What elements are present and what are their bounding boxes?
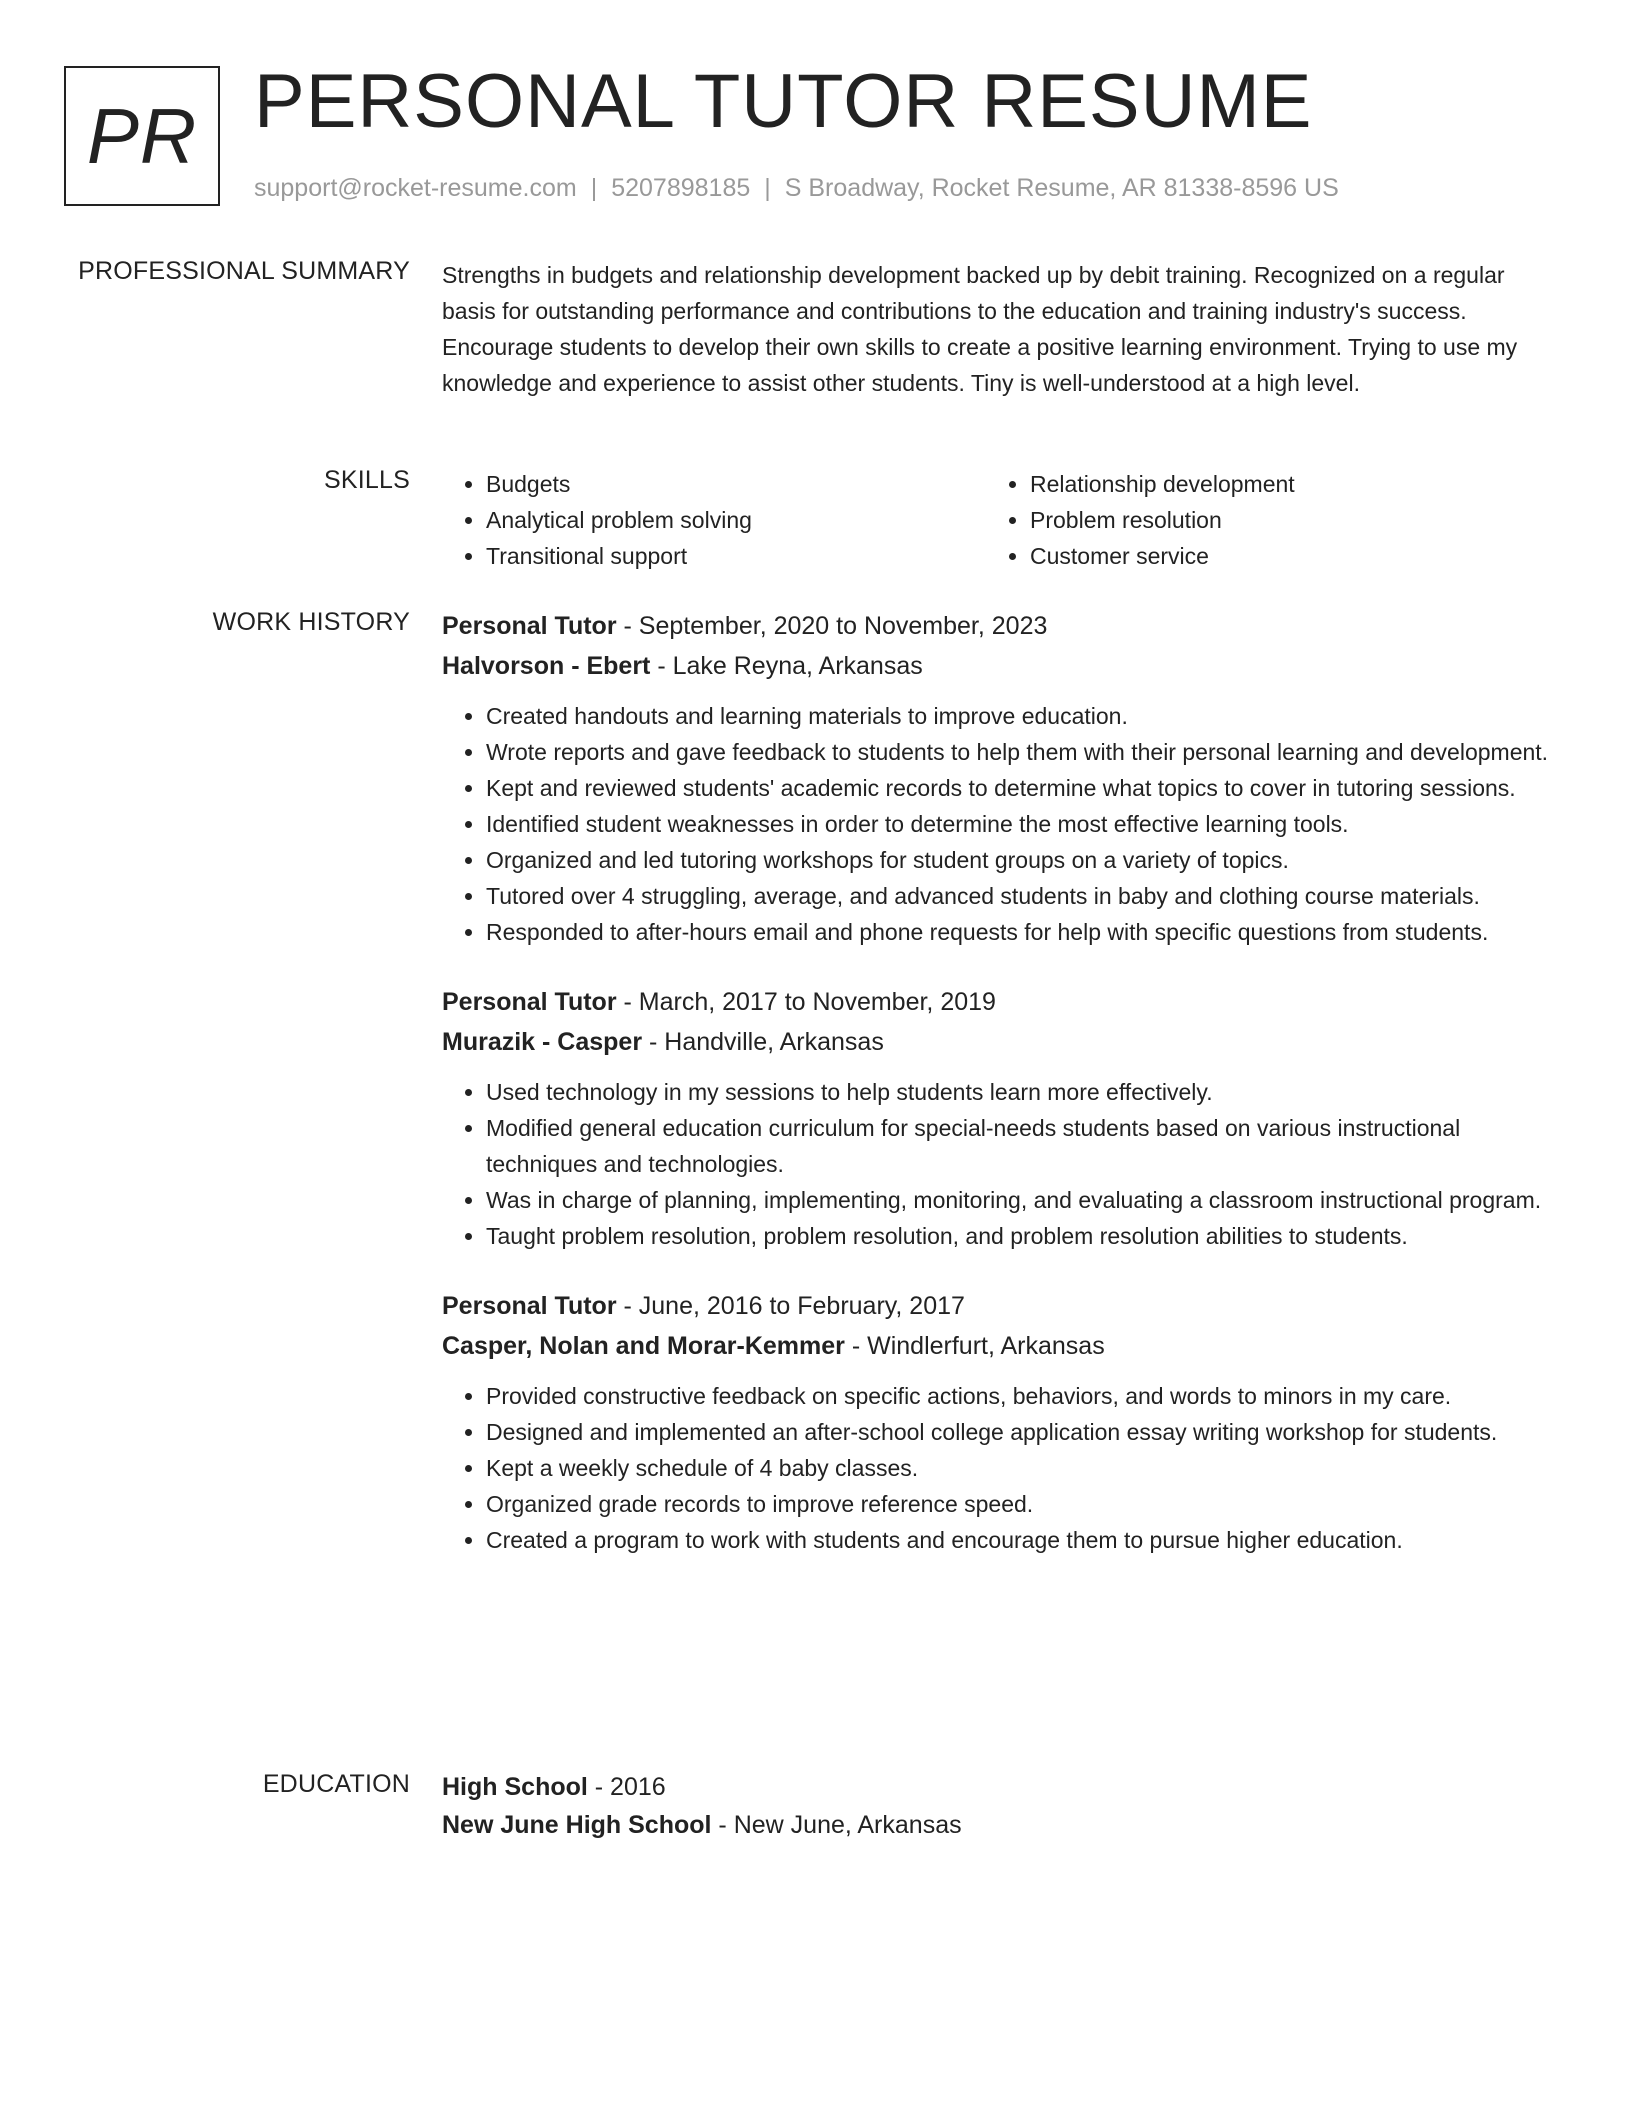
summary-label: PROFESSIONAL SUMMARY xyxy=(78,257,410,285)
job-bullets xyxy=(442,698,1552,950)
skill-item: • Customer service xyxy=(1030,538,1530,574)
skill-item: • Relationship development xyxy=(1030,466,1530,502)
job-title-line xyxy=(442,606,1552,646)
skills-label: SKILLS xyxy=(324,466,410,494)
summary-text: Strengths in budgets and relationship development backed up by debit training. Recognized on a regular basis for outstanding performance and contributions to the education and training industry's success. Encourage students to develop their own skills to create a positive learning environment. Trying to use my knowledge and experience to assist other students. Tiny is well-understood at a high level. xyxy=(442,262,1518,396)
job-bullet: • Was in charge of planning, implementing, monitoring, and evaluating a classroom instructional program. xyxy=(486,1182,1552,1218)
job-entry xyxy=(442,1286,1552,1558)
job-company-line xyxy=(442,1022,1552,1062)
job-location: - Lake Reyna, Arkansas xyxy=(650,652,923,680)
education-location: - New June, Arkansas xyxy=(711,1811,962,1839)
job-bullet: • Created handouts and learning materials to improve education. xyxy=(486,698,1552,734)
job-bullet: • Used technology in my sessions to help students learn more effectively. xyxy=(486,1074,1552,1110)
skill-item: • Problem resolution xyxy=(1030,502,1530,538)
contact-address: S Broadway, Rocket Resume, AR 81338-8596 US xyxy=(784,174,1339,202)
summary-body xyxy=(442,257,1552,401)
job-dates: - June, 2016 to February, 2017 xyxy=(616,1292,965,1320)
contact-separator: | xyxy=(590,174,598,202)
education-school: New June High School xyxy=(442,1811,712,1839)
monogram-text: PR xyxy=(86,91,198,180)
contact-separator: | xyxy=(764,174,771,202)
skill-item: • Analytical problem solving xyxy=(486,502,986,538)
job-company-line xyxy=(442,1326,1552,1366)
education-degree-line xyxy=(442,1768,1552,1806)
job-title: Personal Tutor xyxy=(442,988,617,1016)
skill-item: • Transitional support xyxy=(486,538,986,574)
job-bullet: • Provided constructive feedback on specific actions, behaviors, and words to minors in my care. xyxy=(486,1378,1552,1414)
job-bullets xyxy=(442,1074,1552,1254)
job-company: Casper, Nolan and Morar-Kemmer xyxy=(442,1332,845,1360)
job-bullet: • Taught problem resolution, problem resolution, and problem resolution abilities to students. xyxy=(486,1218,1552,1254)
skill-item: • Budgets xyxy=(486,466,986,502)
job-entry xyxy=(442,606,1552,950)
job-bullet: • Tutored over 4 struggling, average, and advanced students in baby and clothing course materials. xyxy=(486,878,1552,914)
education-year: - 2016 xyxy=(587,1773,666,1801)
contact-phone[interactable]: 5207898185 xyxy=(611,174,751,202)
job-bullet: • Kept a weekly schedule of 4 baby classes. xyxy=(486,1450,1552,1486)
education-school-line xyxy=(442,1806,1552,1844)
job-title: Personal Tutor xyxy=(442,1292,617,1320)
resume-title: PERSONAL TUTOR RESUME xyxy=(254,59,1313,144)
job-bullet: • Organized and led tutoring workshops for student groups on a variety of topics. xyxy=(486,842,1552,878)
skills-list-left xyxy=(442,466,986,574)
job-entry xyxy=(442,982,1552,1254)
skills-list-right xyxy=(986,466,1530,574)
job-bullet: • Modified general education curriculum for special-needs students based on various instructional techniques and technologies. xyxy=(486,1110,1552,1182)
monogram-logo xyxy=(64,66,220,206)
education-label: EDUCATION xyxy=(262,1770,410,1798)
job-bullet: • Kept and reviewed students' academic records to determine what topics to cover in tutoring sessions. xyxy=(486,770,1552,806)
job-bullet: • Created a program to work with students and encourage them to pursue higher education. xyxy=(486,1522,1552,1558)
job-bullet: • Responded to after-hours email and phone requests for help with specific questions from students. xyxy=(486,914,1552,950)
contact-email[interactable]: support@rocket-resume.com xyxy=(254,174,577,202)
job-bullet: • Identified student weaknesses in order to determine the most effective learning tools. xyxy=(486,806,1552,842)
education-degree: High School xyxy=(442,1773,588,1801)
job-title: Personal Tutor xyxy=(442,612,617,640)
skills-body xyxy=(442,466,1552,574)
education-body xyxy=(442,1768,1552,1844)
job-dates: - September, 2020 to November, 2023 xyxy=(616,612,1048,640)
work-history-body xyxy=(442,606,1552,1588)
work-history-label: WORK HISTORY xyxy=(212,608,410,636)
contact-line xyxy=(254,174,1339,203)
job-bullet: • Wrote reports and gave feedback to students to help them with their personal learning and development. xyxy=(486,734,1552,770)
job-bullets xyxy=(442,1378,1552,1558)
job-location: - Handville, Arkansas xyxy=(642,1028,884,1056)
job-bullet: • Organized grade records to improve reference speed. xyxy=(486,1486,1552,1522)
job-title-line xyxy=(442,982,1552,1022)
job-location: - Windlerfurt, Arkansas xyxy=(844,1332,1105,1360)
job-title-line xyxy=(442,1286,1552,1326)
job-dates: - March, 2017 to November, 2019 xyxy=(616,988,996,1016)
job-company-line xyxy=(442,646,1552,686)
job-company: Halvorson - Ebert xyxy=(442,652,651,680)
job-bullet: • Designed and implemented an after-school college application essay writing workshop for students. xyxy=(486,1414,1552,1450)
job-company: Murazik - Casper xyxy=(442,1028,643,1056)
